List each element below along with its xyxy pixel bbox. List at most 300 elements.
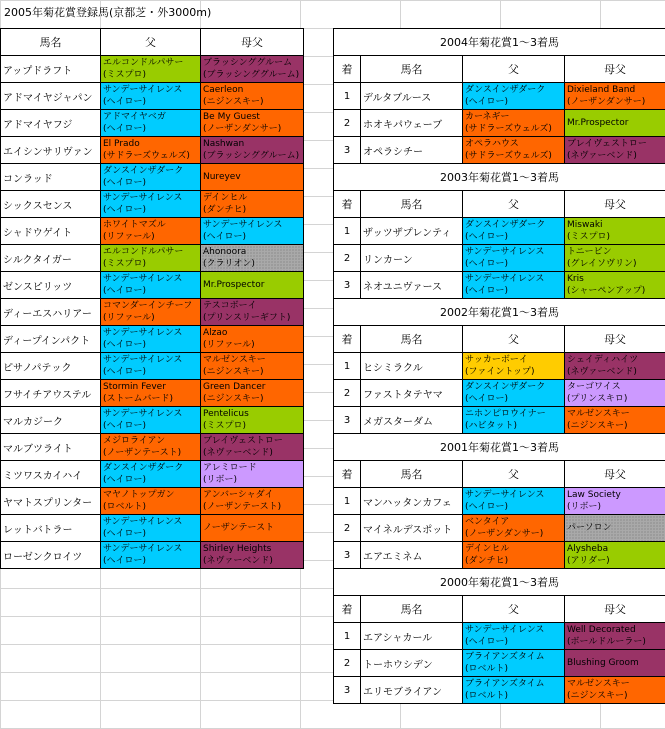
bloodline-name: ターゴワイス — [567, 382, 621, 392]
finish-position: 3 — [334, 542, 361, 569]
table-row — [1, 56, 304, 83]
bloodline-name: テスコボーイ — [203, 301, 257, 311]
dam-sire-cell — [565, 677, 665, 704]
section-title-row — [334, 299, 665, 326]
sire-cell — [101, 56, 201, 83]
bloodline-line: (ヘイロー) — [203, 232, 247, 242]
bloodline-name: Shirley Heights — [203, 544, 272, 554]
bloodline-name: サンデーサイレンス — [203, 220, 283, 230]
dam-sire-cell — [565, 137, 665, 164]
bloodline-line: (ヘイロー) — [103, 205, 147, 215]
dam-sire-cell — [201, 191, 304, 218]
registered-horses-table — [0, 28, 304, 569]
bloodline-name: ダンスインザダーク — [103, 166, 184, 176]
bloodline-name: Law Society — [567, 490, 621, 500]
bloodline-name: マヤノトップガン — [103, 490, 175, 500]
table-row — [1, 245, 304, 272]
table-row — [334, 650, 665, 677]
bloodline-line: (プリンスキロ) — [567, 394, 628, 404]
bloodline-line: (ヘイロー) — [103, 178, 147, 188]
bloodline-name: マルゼンスキー — [567, 409, 630, 419]
table-row — [1, 461, 304, 488]
dam-sire-cell — [565, 83, 665, 110]
dam-sire-cell — [565, 245, 665, 272]
header-dam-sire: 母父 — [565, 461, 665, 488]
dam-sire-cell — [201, 56, 304, 83]
bloodline-line: (ヘイロー) — [465, 502, 509, 512]
sire-cell — [101, 83, 201, 110]
bloodline-name: Green Dancer — [203, 382, 266, 392]
bloodline-name: サンデーサイレンス — [103, 85, 183, 95]
dam-sire-cell — [565, 380, 665, 407]
bloodline-line: (サドラーズウェルズ) — [465, 151, 552, 161]
bloodline-line: (ミスプロ) — [103, 259, 147, 269]
table-row — [1, 353, 304, 380]
sire-cell — [101, 434, 201, 461]
finish-position: 1 — [334, 623, 361, 650]
bloodline-name: サンデーサイレンス — [103, 544, 183, 554]
bloodline-name: Miswaki — [567, 220, 603, 230]
horse-name: シャドウゲイト — [1, 218, 101, 245]
header-rank: 着 — [334, 191, 361, 218]
dam-sire-cell — [201, 542, 304, 569]
horse-name: エアシャカール — [361, 623, 463, 650]
bloodline-name: Blushing Groom — [567, 658, 639, 668]
table-row — [334, 245, 665, 272]
finish-position: 1 — [334, 218, 361, 245]
dam-sire-cell — [565, 488, 665, 515]
sire-cell — [463, 407, 565, 434]
dam-sire-cell — [565, 353, 665, 380]
dam-sire-cell — [201, 164, 304, 191]
bloodline-name: Caerleon — [203, 85, 244, 95]
dam-sire-cell — [565, 623, 665, 650]
section-title: 2001年菊花賞1～3着馬 — [334, 434, 665, 461]
bloodline-name: サンデーサイレンス — [103, 409, 183, 419]
table-row — [334, 407, 665, 434]
bloodline-name: コマンダーインチーフ — [103, 301, 193, 311]
bloodline-name: Stormin Fever — [103, 382, 166, 392]
horse-name: エアエミネム — [361, 542, 463, 569]
horse-name: ザッツザプレンティ — [361, 218, 463, 245]
sire-cell — [463, 272, 565, 299]
table-row — [1, 488, 304, 515]
sire-cell — [463, 515, 565, 542]
bloodline-line: (ボールドルーラー) — [567, 637, 646, 647]
sire-cell — [101, 137, 201, 164]
bloodline-name: ダンスインザダーク — [465, 85, 546, 95]
sire-cell — [101, 380, 201, 407]
sire-cell — [101, 407, 201, 434]
horse-name: マイネルデスポット — [361, 515, 463, 542]
bloodline-line: (ヘイロー) — [103, 421, 147, 431]
section-title-row — [334, 164, 665, 191]
horse-name: ゼンスピリッツ — [1, 272, 101, 299]
horse-name: フサイチアウステル — [1, 380, 101, 407]
dam-sire-cell — [201, 380, 304, 407]
bloodline-line: (ニジンスキー) — [203, 97, 264, 107]
bloodline-name: El Prado — [103, 139, 140, 149]
horse-name: ピサノパテック — [1, 353, 101, 380]
sire-cell — [101, 353, 201, 380]
header-row — [334, 326, 665, 353]
table-row — [1, 380, 304, 407]
bloodline-line: (ファイントップ) — [465, 367, 535, 377]
bloodline-name: サッカーボーイ — [465, 355, 528, 365]
past-results-table — [333, 28, 665, 704]
header-rank: 着 — [334, 596, 361, 623]
sire-cell — [463, 110, 565, 137]
finish-position: 3 — [334, 272, 361, 299]
bloodline-name: マルゼンスキー — [203, 355, 266, 365]
bloodline-name: ブライアンズタイム — [465, 652, 545, 662]
table-row — [334, 272, 665, 299]
sire-cell — [463, 677, 565, 704]
dam-sire-cell — [565, 650, 665, 677]
section-title-row — [334, 29, 665, 56]
finish-position: 2 — [334, 380, 361, 407]
sheet-title: 2005年菊花賞登録馬(京都芝・外3000m) — [4, 6, 212, 19]
bloodline-line: (ヘイロー) — [103, 556, 147, 566]
header-row — [334, 596, 665, 623]
bloodline-line: (ロベルト) — [465, 691, 509, 701]
bloodline-name: ベンタイア — [465, 517, 510, 527]
header-sire: 父 — [463, 191, 565, 218]
bloodline-name: アンバーシャダイ — [203, 490, 274, 500]
finish-position: 1 — [334, 353, 361, 380]
dam-sire-cell — [201, 326, 304, 353]
section-title: 2003年菊花賞1～3着馬 — [334, 164, 665, 191]
bloodline-line: (ニジンスキー) — [203, 394, 264, 404]
bloodline-line: (ヘイロー) — [103, 367, 147, 377]
bloodline-name: サンデーサイレンス — [465, 490, 545, 500]
bloodline-name: パーソロン — [567, 523, 612, 533]
bloodline-line: (ヘイロー) — [465, 232, 509, 242]
horse-name: シルクタイガー — [1, 245, 101, 272]
dam-sire-cell — [565, 110, 665, 137]
bloodline-line: (ネヴァーベンド) — [567, 367, 637, 377]
bloodline-line: (クラリオン) — [203, 259, 255, 269]
sire-cell — [463, 353, 565, 380]
bloodline-name: カーネギー — [465, 112, 510, 122]
dam-sire-cell — [201, 353, 304, 380]
sire-cell — [101, 272, 201, 299]
finish-position: 3 — [334, 677, 361, 704]
header-row — [334, 56, 665, 83]
bloodline-name: オペラハウス — [465, 139, 519, 149]
table-row — [1, 299, 304, 326]
bloodline-line: (シャーペンアップ) — [567, 286, 646, 296]
bloodline-line: (ノーザンダンサー) — [567, 97, 646, 107]
bloodline-name: サンデーサイレンス — [465, 625, 545, 635]
table-row — [1, 272, 304, 299]
table-row — [1, 191, 304, 218]
finish-position: 3 — [334, 407, 361, 434]
horse-name: ホオキパウェーブ — [361, 110, 463, 137]
dam-sire-cell — [201, 434, 304, 461]
horse-name: コンラッド — [1, 164, 101, 191]
bloodline-line: (ダンチヒ) — [203, 205, 247, 215]
table-row — [334, 623, 665, 650]
sire-cell — [101, 191, 201, 218]
bloodline-name: デインヒル — [465, 544, 510, 554]
dam-sire-cell — [201, 245, 304, 272]
horse-name: ディーエスハリアー — [1, 299, 101, 326]
bloodline-name: ブラッシンググルーム — [203, 58, 293, 68]
bloodline-line: (ネヴァーベンド) — [203, 556, 273, 566]
sire-cell — [463, 650, 565, 677]
dam-sire-cell — [565, 515, 665, 542]
dam-sire-cell — [565, 407, 665, 434]
table-row — [1, 434, 304, 461]
header-sire: 父 — [463, 461, 565, 488]
header-rank: 着 — [334, 461, 361, 488]
horse-name: マンハッタンカフェ — [361, 488, 463, 515]
horse-name: トーホウシデン — [361, 650, 463, 677]
bloodline-name: Alzao — [203, 328, 228, 338]
horse-name: アドマイヤフジ — [1, 110, 101, 137]
table-row — [1, 137, 304, 164]
horse-name: メガスターダム — [361, 407, 463, 434]
bloodline-name: サンデーサイレンス — [103, 517, 183, 527]
bloodline-name: トニービン — [567, 247, 612, 257]
section-title: 2004年菊花賞1～3着馬 — [334, 29, 665, 56]
header-sire: 父 — [463, 596, 565, 623]
sire-cell — [101, 326, 201, 353]
bloodline-line: (ブラッシンググルーム) — [203, 70, 300, 80]
dam-sire-cell — [565, 542, 665, 569]
horse-name: エイシンサリヴァン — [1, 137, 101, 164]
bloodline-name: ダンスインザダーク — [103, 463, 184, 473]
bloodline-line: (ニジンスキー) — [203, 367, 264, 377]
bloodline-line: (ヘイロー) — [103, 340, 147, 350]
dam-sire-cell — [201, 218, 304, 245]
bloodline-line: (ミスプロ) — [203, 421, 247, 431]
dam-sire-cell — [565, 218, 665, 245]
table-row — [334, 542, 665, 569]
table-row — [1, 83, 304, 110]
finish-position: 2 — [334, 110, 361, 137]
header-horse-name: 馬名 — [1, 29, 101, 56]
horse-name: シックスセンス — [1, 191, 101, 218]
header-horse-name: 馬名 — [361, 56, 463, 83]
dam-sire-cell — [201, 407, 304, 434]
header-horse-name: 馬名 — [361, 191, 463, 218]
sire-cell — [463, 380, 565, 407]
header-row — [1, 29, 304, 56]
sire-cell — [101, 164, 201, 191]
bloodline-name: サンデーサイレンス — [465, 274, 545, 284]
header-horse-name: 馬名 — [361, 596, 463, 623]
horse-name: ヤマトスプリンター — [1, 488, 101, 515]
bloodline-name: エルコンドルパサー — [103, 247, 184, 257]
horse-name: レットバトラー — [1, 515, 101, 542]
bloodline-line: (ヘイロー) — [465, 97, 509, 107]
bloodline-name: サンデーサイレンス — [103, 328, 183, 338]
bloodline-line: (リファール) — [203, 340, 255, 350]
bloodline-line: (アリダー) — [567, 556, 610, 566]
dam-sire-cell — [201, 488, 304, 515]
bloodline-name: Nureyev — [203, 172, 241, 182]
table-row — [334, 677, 665, 704]
header-sire: 父 — [463, 326, 565, 353]
bloodline-name: ニホンピロウイナー — [465, 409, 546, 419]
bloodline-name: ダンスインザダーク — [465, 220, 546, 230]
table-row — [334, 83, 665, 110]
table-row — [334, 110, 665, 137]
table-row — [1, 164, 304, 191]
bloodline-name: マルゼンスキー — [567, 679, 630, 689]
horse-name: リンカーン — [361, 245, 463, 272]
dam-sire-cell — [201, 461, 304, 488]
bloodline-line: (リボー) — [203, 475, 238, 485]
bloodline-name: アドマイヤベガ — [103, 112, 166, 122]
bloodline-line: (グレイソヴリン) — [567, 259, 637, 269]
bloodline-name: ブレイヴェストロー — [203, 436, 283, 446]
bloodline-line: (ヘイロー) — [103, 475, 147, 485]
horse-name: マルブツライト — [1, 434, 101, 461]
header-dam-sire: 母父 — [565, 326, 665, 353]
horse-name: アドマイヤジャパン — [1, 83, 101, 110]
bloodline-line: (ヘイロー) — [103, 124, 147, 134]
horse-name: マルカジーク — [1, 407, 101, 434]
sire-cell — [101, 515, 201, 542]
bloodline-name: メジロライアン — [103, 436, 166, 446]
bloodline-line: (プリンスリーギフト) — [203, 313, 291, 323]
bloodline-name: Be My Guest — [203, 112, 260, 122]
dam-sire-cell — [201, 299, 304, 326]
bloodline-line: (ヘイロー) — [103, 97, 147, 107]
header-rank: 着 — [334, 56, 361, 83]
bloodline-name: シェイディハイツ — [567, 355, 639, 365]
table-row — [1, 110, 304, 137]
bloodline-name: Mr.Prospector — [567, 118, 629, 128]
table-row — [334, 488, 665, 515]
bloodline-line: (ヘイロー) — [465, 394, 509, 404]
header-row — [334, 461, 665, 488]
bloodline-name: Mr.Prospector — [203, 280, 265, 290]
bloodline-line: (ノーザンダンサー) — [203, 124, 282, 134]
bloodline-line: (ヘイロー) — [103, 286, 147, 296]
table-row — [1, 515, 304, 542]
bloodline-name: Pentelicus — [203, 409, 249, 419]
bloodline-name: サンデーサイレンス — [103, 193, 183, 203]
bloodline-line: (ミスプロ) — [567, 232, 611, 242]
section-title-row — [334, 569, 665, 596]
section-title: 2002年菊花賞1～3着馬 — [334, 299, 665, 326]
finish-position: 2 — [334, 650, 361, 677]
finish-position: 1 — [334, 83, 361, 110]
header-horse-name: 馬名 — [361, 326, 463, 353]
bloodline-line: (リファール) — [103, 232, 155, 242]
horse-name: ヒシミラクル — [361, 353, 463, 380]
horse-name: ローゼンクロイツ — [1, 542, 101, 569]
bloodline-name: サンデーサイレンス — [465, 247, 545, 257]
bloodline-line: (ヘイロー) — [103, 529, 147, 539]
dam-sire-cell — [201, 83, 304, 110]
bloodline-line: (ノーザンテースト) — [203, 502, 282, 512]
table-row — [334, 380, 665, 407]
bloodline-line: (リファール) — [103, 313, 155, 323]
bloodline-line: (ロベルト) — [465, 664, 509, 674]
bloodline-name: エルコンドルパサー — [103, 58, 184, 68]
header-horse-name: 馬名 — [361, 461, 463, 488]
bloodline-line: (ストームバード) — [103, 394, 174, 404]
dam-sire-cell — [201, 515, 304, 542]
sire-cell — [463, 83, 565, 110]
dam-sire-cell — [201, 137, 304, 164]
sire-cell — [101, 245, 201, 272]
bloodline-line: (ネヴァーベンド) — [567, 151, 637, 161]
bloodline-name: サンデーサイレンス — [103, 274, 183, 284]
dam-sire-cell — [201, 272, 304, 299]
bloodline-name: ホワイトマズル — [103, 220, 166, 230]
bloodline-line: (ニジンスキー) — [567, 691, 628, 701]
header-dam-sire: 母父 — [201, 29, 304, 56]
bloodline-name: Ahonoora — [203, 247, 247, 257]
sire-cell — [463, 245, 565, 272]
section-title-row — [334, 434, 665, 461]
horse-name: エリモブライアン — [361, 677, 463, 704]
table-row — [334, 515, 665, 542]
sire-cell — [463, 488, 565, 515]
bloodline-name: ノーザンテースト — [203, 523, 275, 533]
bloodline-name: ダンスインザダーク — [465, 382, 546, 392]
bloodline-line: (リボー) — [567, 502, 602, 512]
bloodline-name: Nashwan — [203, 139, 245, 149]
bloodline-line: (サドラーズウェルズ) — [465, 124, 552, 134]
bloodline-line: (ミスプロ) — [103, 70, 147, 80]
bloodline-line: (ニジンスキー) — [567, 421, 628, 431]
bloodline-line: (サドラーズウェルズ) — [103, 151, 190, 161]
sire-cell — [101, 110, 201, 137]
table-row — [1, 218, 304, 245]
bloodline-line: (ロベルト) — [103, 502, 147, 512]
header-sire: 父 — [101, 29, 201, 56]
header-sire: 父 — [463, 56, 565, 83]
sire-cell — [101, 299, 201, 326]
sire-cell — [463, 218, 565, 245]
table-row — [334, 353, 665, 380]
bloodline-line: (ダンチヒ) — [465, 556, 509, 566]
bloodline-line: (ノーザンテースト) — [103, 448, 182, 458]
sire-cell — [463, 542, 565, 569]
sire-cell — [101, 542, 201, 569]
bloodline-name: サンデーサイレンス — [103, 355, 183, 365]
sire-cell — [463, 137, 565, 164]
horse-name: ファストタテヤマ — [361, 380, 463, 407]
table-row — [1, 326, 304, 353]
bloodline-line: (ヘイロー) — [465, 286, 509, 296]
sire-cell — [101, 488, 201, 515]
dam-sire-cell — [201, 110, 304, 137]
bloodline-name: デインヒル — [203, 193, 248, 203]
horse-name: ネオユニヴァース — [361, 272, 463, 299]
header-rank: 着 — [334, 326, 361, 353]
header-row — [334, 191, 665, 218]
horse-name: アップドラフト — [1, 56, 101, 83]
bloodline-name: Well Decorated — [567, 625, 636, 635]
bloodline-name: ブライアンズタイム — [465, 679, 545, 689]
sire-cell — [101, 461, 201, 488]
bloodline-line: (ブラッシンググルーム) — [203, 151, 300, 161]
section-title: 2000年菊花賞1～3着馬 — [334, 569, 665, 596]
horse-name: オペラシチー — [361, 137, 463, 164]
finish-position: 2 — [334, 245, 361, 272]
bloodline-line: (ヘイロー) — [465, 637, 509, 647]
dam-sire-cell — [565, 272, 665, 299]
bloodline-line: (ヘイロー) — [465, 259, 509, 269]
